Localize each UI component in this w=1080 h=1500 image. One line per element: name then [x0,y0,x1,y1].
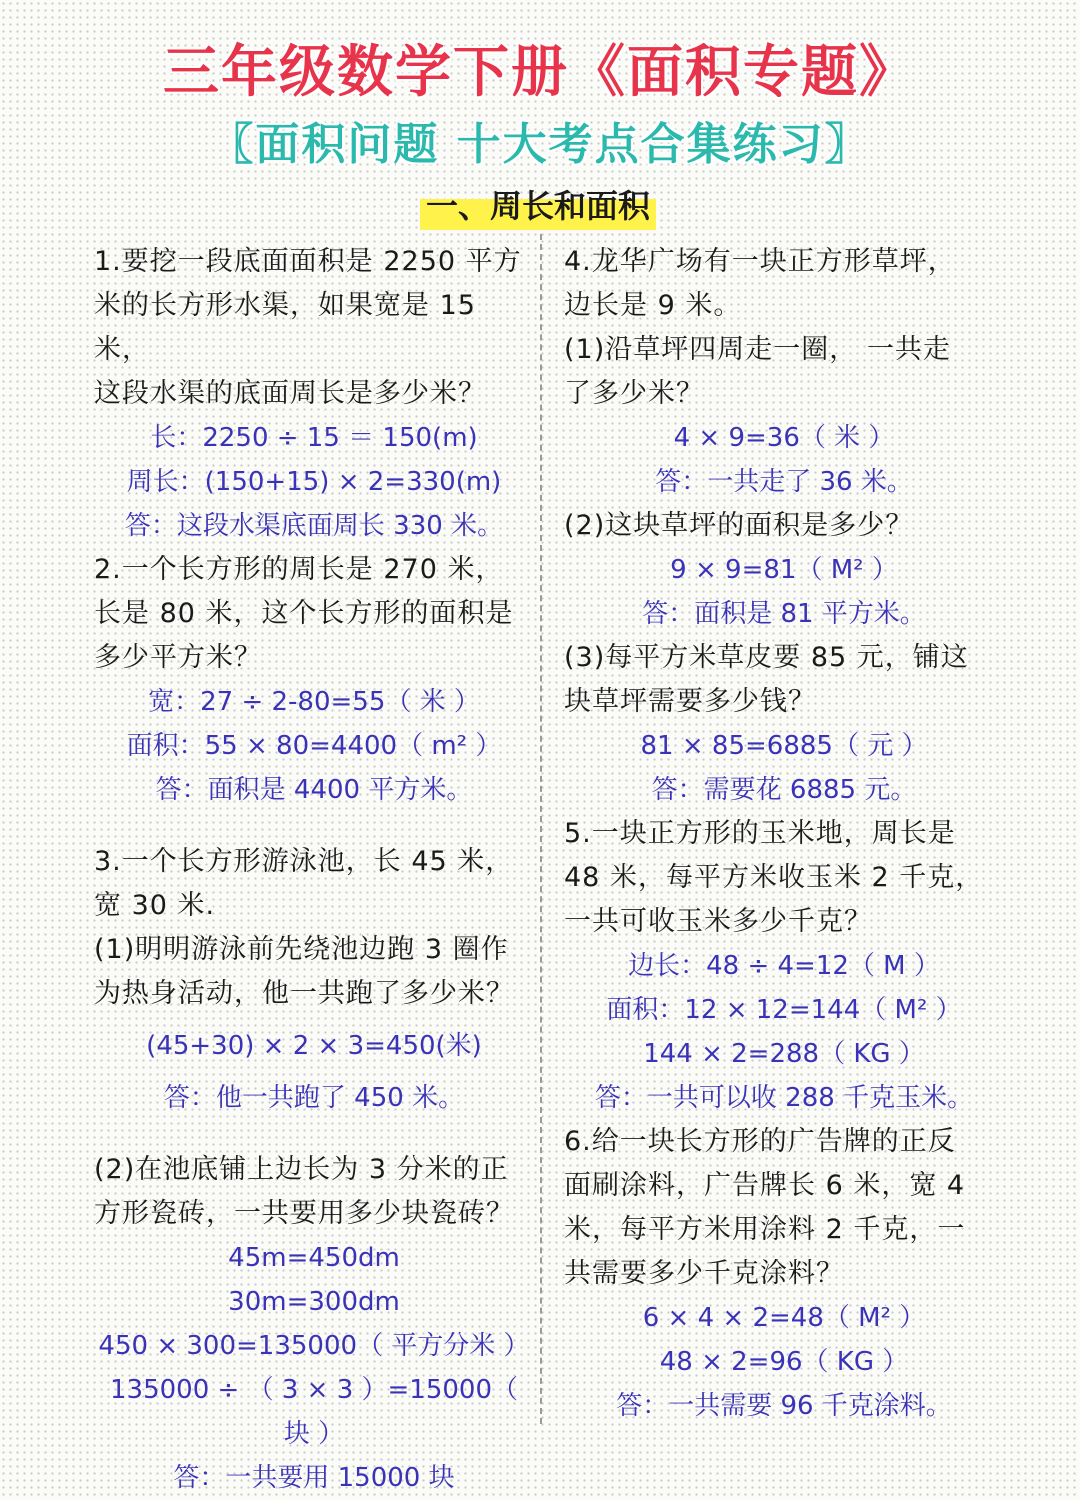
answer-line: 答：一共走了 36 米。 [655,467,913,497]
question-line: 边长是 9 米。 [564,290,742,321]
spacer [94,1120,534,1148]
question-line: 为热身活动，他一共跑了多少米？ [94,978,514,1009]
answer-line: 6 × 4 × 2=48（ M² ） [642,1303,926,1333]
question-line: 方形瓷砖，一共要用多少块瓷砖？ [94,1198,514,1229]
question-line: 一共可收玉米多少千克？ [564,906,872,937]
section-heading: 一、周长和面积 [420,182,656,230]
answer-line: 答：这段水渠底面周长 330 米。 [124,511,504,541]
problem-1 [94,240,534,548]
question-line: 3.一个长方形游泳池，长 45 米， [94,846,514,877]
answer-line: 长：2250 ÷ 15 ＝ 150(m) [150,423,478,453]
question-line: (2)这块草坪的面积是多少？ [564,510,914,541]
answer-line: 宽：27 ÷ 2-80=55（ 米 ） [148,687,480,717]
answer-line: 4 × 9=36（ 米 ） [673,423,895,453]
question-line: 面刷涂料，广告牌长 6 米，宽 4 [564,1170,966,1201]
answer-line: 135000 ÷ （ 3 × 3 ）=15000（ 块 ） [110,1375,518,1449]
answer-line: 答：一共需要 96 千克涂料。 [616,1391,952,1421]
page-subtitle: 〖面积问题 十大考点合集练习〗 [209,119,871,170]
answer-line: 边长：48 ÷ 4=12（ M ） [628,951,940,981]
spacer [94,812,534,840]
answer-line: (45+30) × 2 × 3=450(米) [146,1031,482,1061]
answer-line: 30m=300dm [228,1287,400,1317]
question-line: 了多少米？ [564,378,704,409]
page-title: 三年级数学下册《面积专题》 [163,40,917,105]
question-line: 1.要挖一段底面面积是 2250 平方 [94,246,522,277]
answer-line: 答：需要花 6885 元。 [651,775,917,805]
question-line: 4.龙华广场有一块正方形草坪， [564,246,956,277]
answer-line: 45m=450dm [228,1243,400,1273]
problem-3 [94,840,534,1500]
question-line: 块草坪需要多少钱？ [564,686,816,717]
question-line: 5.一块正方形的玉米地，周长是 [564,818,956,849]
question-line: 6.给一块长方形的广告牌的正反 [564,1126,956,1157]
problem-5 [564,812,1004,1120]
question-line: 48 米，每平方米收玉米 2 千克， [564,862,984,893]
answer-line: 面积：55 × 80=4400（ m² ） [126,731,502,761]
answer-line: 周长：(150+15) × 2=330(m) [126,467,502,497]
answer-line: 81 × 85=6885（ 元 ） [640,731,928,761]
answer-line: 450 × 300=135000（ 平方分米 ） [98,1331,530,1361]
question-line: 多少平方米？ [94,642,262,673]
answer-line: 答：面积是 4400 平方米。 [155,775,473,805]
answer-line: 答：他一共跑了 450 米。 [163,1083,465,1113]
question-line: (1)沿草坪四周走一圈， 一共走 [564,334,951,365]
question-line: 共需要多少千克涂料？ [564,1258,844,1289]
question-line: 米的长方形水渠，如果宽是 15 米， [94,290,476,365]
question-line: 宽 30 米. [94,890,216,921]
column-divider [540,234,542,1424]
left-column [94,240,534,1500]
answer-line: 面积：12 × 12=144（ M² ） [606,995,962,1025]
answer-line: 9 × 9=81（ M² ） [670,555,898,585]
answer-line: 答：一共可以收 288 千克玉米。 [594,1083,974,1113]
answer-line: 144 × 2=288（ KG ） [643,1039,925,1069]
question-line: (3)每平方米草皮要 85 元，铺这 [564,642,969,673]
spacer [94,1068,534,1076]
question-line: (1)明明游泳前先绕池边跑 3 圈作 [94,934,509,965]
answer-line: 答：一共要用 15000 块 [173,1463,455,1493]
problem-2 [94,548,534,812]
question-line: 米，每平方米用涂料 2 千克，一 [564,1214,966,1245]
problem-6 [564,1120,1004,1428]
answer-line: 48 × 2=96（ KG ） [659,1347,909,1377]
spacer [94,1016,534,1024]
right-column [564,240,1004,1428]
problem-4 [564,240,1004,812]
question-line: 长是 80 米，这个长方形的面积是 [94,598,514,629]
question-line: 这段水渠的底面周长是多少米？ [94,378,486,409]
question-line: (2)在池底铺上边长为 3 分米的正 [94,1154,509,1185]
question-line: 2.一个长方形的周长是 270 米， [94,554,504,585]
answer-line: 答：面积是 81 平方米。 [642,599,926,629]
